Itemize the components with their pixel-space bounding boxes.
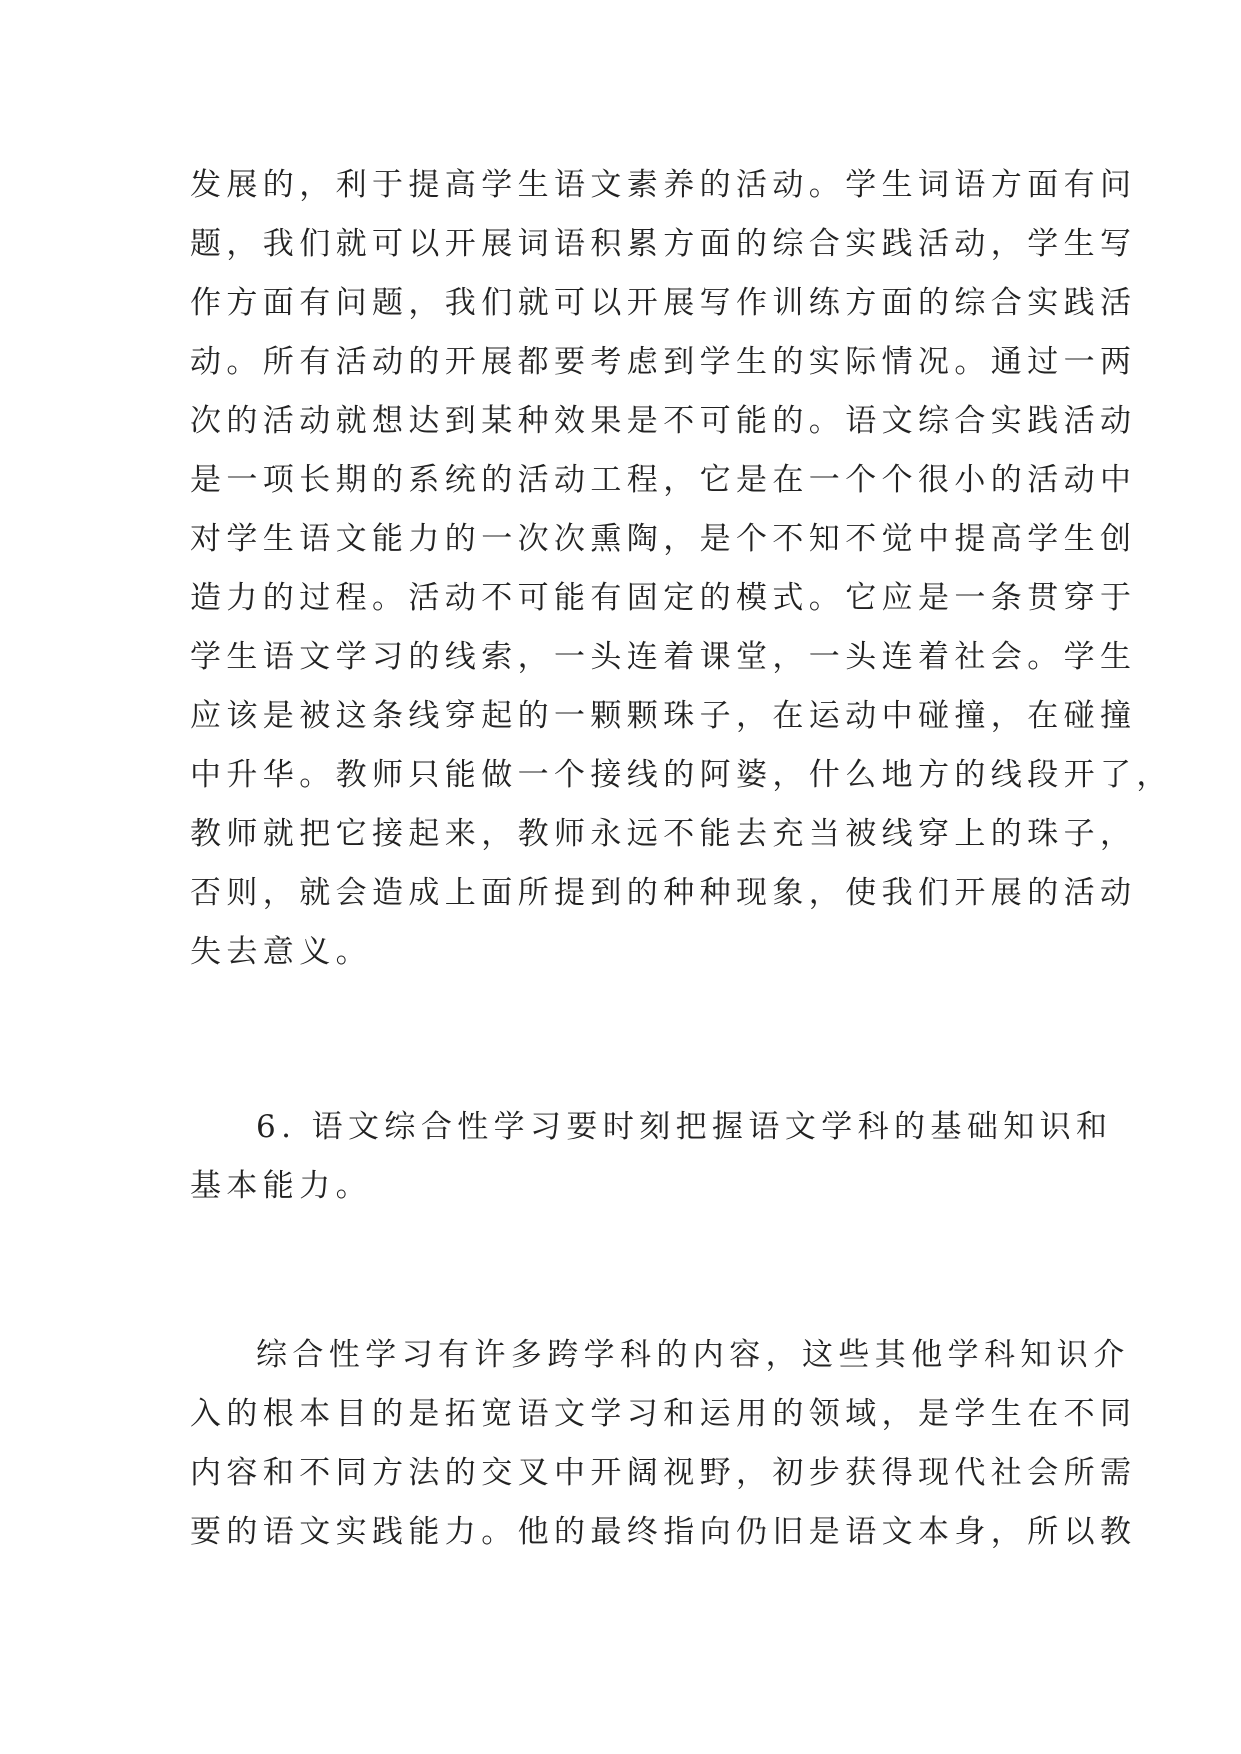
- text-line: 综合性学习有许多跨学科的内容，这些其他学科知识介: [256, 1337, 1130, 1373]
- text-line: 次的活动就想达到某种效果是不可能的。语文综合实践活动: [190, 403, 1137, 439]
- text-line: 内容和不同方法的交叉中开阔视野，初步获得现代社会所需: [190, 1455, 1137, 1491]
- text-line: 发展的，利于提高学生语文素养的活动。学生词语方面有问: [190, 167, 1137, 203]
- text-line: 是一项长期的系统的活动工程，它是在一个个很小的活动中: [190, 462, 1137, 498]
- text-line: 中升华。教师只能做一个接线的阿婆，什么地方的线段开了，: [190, 757, 1173, 793]
- text-line: 要的语文实践能力。他的最终指向仍旧是语文本身，所以教: [190, 1514, 1137, 1550]
- heading-line: 基本能力。: [190, 1168, 372, 1204]
- text-line: 否则，就会造成上面所提到的种种现象，使我们开展的活动: [190, 875, 1137, 911]
- text-line: 动。所有活动的开展都要考虑到学生的实际情况。通过一两: [190, 344, 1137, 380]
- text-line: 造力的过程。活动不可能有固定的模式。它应是一条贯穿于: [190, 580, 1137, 616]
- text-line: 应该是被这条线穿起的一颗颗珠子，在运动中碰撞，在碰撞: [190, 698, 1137, 734]
- heading-line: 6. 语文综合性学习要时刻把握语文学科的基础知识和: [256, 1109, 1113, 1145]
- text-line: 失去意义。: [190, 934, 372, 970]
- text-line: 学生语文学习的线索，一头连着课堂，一头连着社会。学生: [190, 639, 1137, 675]
- paragraph-continuation: [190, 156, 1173, 982]
- text-line: 教师就把它接起来，教师永远不能去充当被线穿上的珠子，: [190, 816, 1137, 852]
- text-line: 入的根本目的是拓宽语文学习和运用的领域，是学生在不同: [190, 1396, 1137, 1432]
- section-heading-6: [190, 1098, 1113, 1216]
- text-line: 题，我们就可以开展词语积累方面的综合实践活动，学生写: [190, 226, 1137, 262]
- paragraph-integrated-learning: [190, 1326, 1137, 1562]
- text-line: 作方面有问题，我们就可以开展写作训练方面的综合实践活: [190, 285, 1137, 321]
- text-line: 对学生语文能力的一次次熏陶，是个不知不觉中提高学生创: [190, 521, 1137, 557]
